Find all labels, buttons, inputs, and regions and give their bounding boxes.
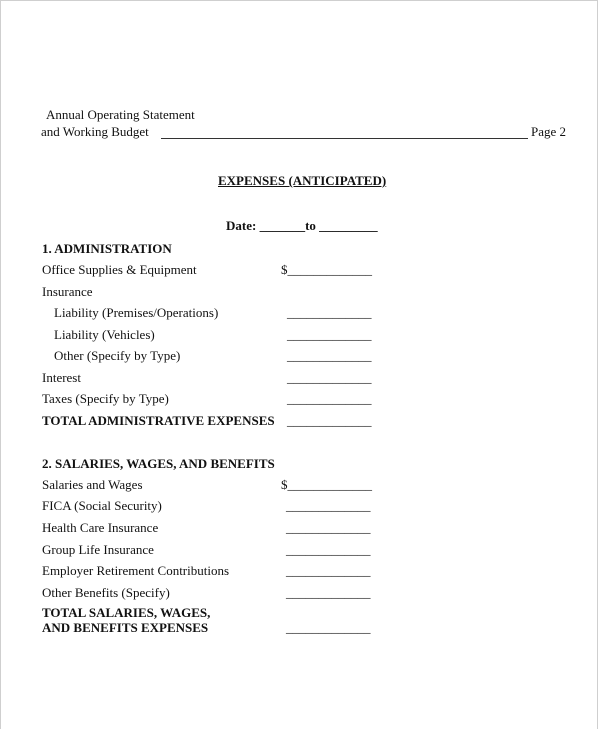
interest-label: Interest — [42, 370, 81, 385]
taxes-label: Taxes (Specify by Type) — [42, 391, 169, 406]
insurance-label: Insurance — [42, 284, 93, 299]
health-care-label: Health Care Insurance — [42, 520, 159, 535]
liability-vehicles-label: Liability (Vehicles) — [54, 327, 155, 342]
office-supplies-field[interactable]: $_____________ — [281, 262, 372, 277]
total-salaries-label-line1: TOTAL SALARIES, WAGES, — [42, 605, 211, 620]
group-life-field[interactable]: _____________ — [286, 542, 371, 557]
office-supplies-label: Office Supplies & Equipment — [42, 262, 197, 277]
health-care-field[interactable]: _____________ — [286, 520, 371, 535]
other-benefits-field[interactable]: _____________ — [286, 585, 371, 600]
salaries-heading: 2. SALARIES, WAGES, AND BENEFITS — [42, 456, 275, 471]
doc-title-line1: Annual Operating Statement — [46, 107, 195, 122]
doc-title-line2: and Working Budget — [41, 124, 149, 139]
total-salaries-field[interactable]: _____________ — [286, 620, 371, 635]
retirement-label: Employer Retirement Contributions — [42, 563, 230, 578]
admin-heading: 1. ADMINISTRATION — [42, 241, 172, 256]
salaries-wages-field[interactable]: $_____________ — [281, 477, 372, 492]
liability-premises-label: Liability (Premises/Operations) — [54, 305, 219, 320]
salaries-wages-label: Salaries and Wages — [42, 477, 143, 492]
total-admin-label: TOTAL ADMINISTRATIVE EXPENSES — [42, 413, 275, 428]
liability-vehicles-field[interactable]: _____________ — [287, 327, 372, 342]
page-number: Page 2 — [531, 124, 567, 139]
group-life-label: Group Life Insurance — [42, 542, 154, 557]
other-benefits-label: Other Benefits (Specify) — [42, 585, 170, 600]
other-insurance-field[interactable]: _____________ — [287, 348, 372, 363]
total-admin-field[interactable]: _____________ — [287, 413, 372, 428]
header-rule — [161, 138, 528, 139]
date-line: Date: _______to _________ — [226, 218, 378, 233]
total-salaries-label-line2: AND BENEFITS EXPENSES — [42, 620, 209, 635]
fica-label: FICA (Social Security) — [42, 498, 162, 513]
taxes-field[interactable]: _____________ — [287, 391, 372, 406]
retirement-field[interactable]: _____________ — [286, 563, 371, 578]
interest-field[interactable]: _____________ — [287, 370, 372, 385]
other-insurance-label: Other (Specify by Type) — [54, 348, 181, 363]
liability-premises-field[interactable]: _____________ — [287, 305, 372, 320]
fica-field[interactable]: _____________ — [286, 498, 371, 513]
section-title: EXPENSES (ANTICIPATED) — [218, 173, 387, 188]
